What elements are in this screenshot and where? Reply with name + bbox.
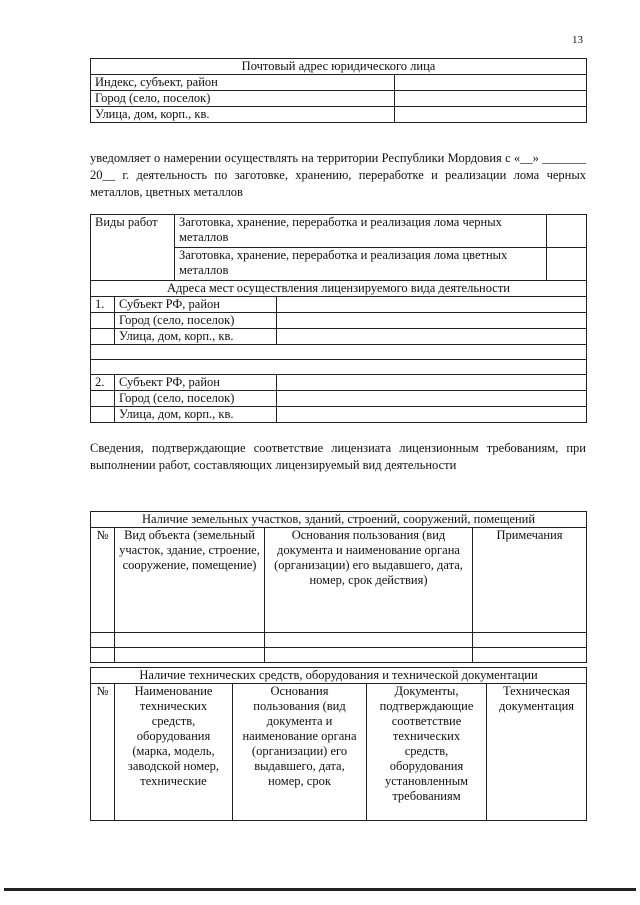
col-use-basis: Основания пользования (вид документа и наименование органа (организации) его выдавшего, дата, номер, срок действия) bbox=[265, 528, 473, 633]
address-value[interactable] bbox=[277, 407, 587, 423]
equipment-header: Наличие технических средств, оборудования и технической документации bbox=[91, 668, 587, 684]
col-equipment-name: Наименование технических средств, оборудования (марка, модель, заводской номер, технические bbox=[115, 684, 233, 821]
postal-address-table bbox=[90, 58, 587, 123]
work-type-item: Заготовка, хранение, переработка и реализация лома цветных металлов bbox=[175, 248, 547, 281]
postal-row-value[interactable] bbox=[395, 91, 587, 107]
address-value[interactable] bbox=[277, 391, 587, 407]
address-spacer-row bbox=[91, 360, 587, 375]
address-label: Город (село, поселок) bbox=[115, 391, 277, 407]
page-number: 13 bbox=[572, 34, 583, 46]
postal-row-label: Город (село, поселок) bbox=[91, 91, 395, 107]
col-compliance-docs: Документы, подтверждающие соответствие технических средств, оборудования установленным требованиям bbox=[367, 684, 487, 821]
address-label: Улица, дом, корп., кв. bbox=[115, 329, 277, 345]
address-value[interactable] bbox=[277, 375, 587, 391]
facility-cell[interactable] bbox=[265, 648, 473, 663]
address-label: Улица, дом, корп., кв. bbox=[115, 407, 277, 423]
facility-cell[interactable] bbox=[91, 648, 115, 663]
facility-cell[interactable] bbox=[473, 648, 587, 663]
col-number: № bbox=[91, 684, 115, 821]
facility-cell[interactable] bbox=[265, 633, 473, 648]
address-number: 1. bbox=[91, 297, 115, 313]
postal-table-header: Почтовый адрес юридического лица bbox=[91, 59, 587, 75]
work-type-check[interactable] bbox=[547, 215, 587, 248]
work-type-item: Заготовка, хранение, переработка и реализация лома черных металлов bbox=[175, 215, 547, 248]
notice-paragraph: уведомляет о намерении осуществлять на территории Республики Мордовия с «__» _______ 20__ г. деятельность по заготовке, хранению, переработке и реализации лома черных металлов, цветных металлов bbox=[90, 151, 586, 199]
address-spacer-row bbox=[91, 345, 587, 360]
address-value[interactable] bbox=[277, 313, 587, 329]
bottom-rule bbox=[4, 888, 636, 891]
facility-cell[interactable] bbox=[473, 633, 587, 648]
col-object-type: Вид объекта (земельный участок, здание, строение, сооружение, помещение) bbox=[115, 528, 265, 633]
facility-cell[interactable] bbox=[115, 633, 265, 648]
facility-cell[interactable] bbox=[115, 648, 265, 663]
col-notes: Примечания bbox=[473, 528, 587, 633]
equipment-table bbox=[90, 667, 587, 821]
address-value[interactable] bbox=[277, 329, 587, 345]
address-number: 2. bbox=[91, 375, 115, 391]
work-type-check[interactable] bbox=[547, 248, 587, 281]
address-label: Субъект РФ, район bbox=[115, 297, 277, 313]
postal-row-value[interactable] bbox=[395, 107, 587, 123]
address-label: Город (село, поселок) bbox=[115, 313, 277, 329]
facilities-table bbox=[90, 511, 587, 663]
address-value[interactable] bbox=[277, 297, 587, 313]
col-use-basis: Основания пользования (вид документа и наименование органа (организации) его выдавшего, дата, номер, срок bbox=[233, 684, 367, 821]
works-label: Виды работ bbox=[91, 215, 175, 281]
addresses-header: Адреса мест осуществления лицензируемого вида деятельности bbox=[91, 281, 587, 297]
postal-row-label: Индекс, субъект, район bbox=[91, 75, 395, 91]
col-number: № bbox=[91, 528, 115, 633]
postal-row-value[interactable] bbox=[395, 75, 587, 91]
compliance-paragraph: Сведения, подтверждающие соответствие лицензиата лицензионным требованиям, при выполнении работ, составляющих лицензируемый вид деятельности bbox=[90, 441, 586, 472]
works-table bbox=[90, 214, 587, 423]
postal-row-label: Улица, дом, корп., кв. bbox=[91, 107, 395, 123]
facilities-header: Наличие земельных участков, зданий, строений, сооружений, помещений bbox=[91, 512, 587, 528]
facility-cell[interactable] bbox=[91, 633, 115, 648]
col-tech-docs: Техническая документация bbox=[487, 684, 587, 821]
address-label: Субъект РФ, район bbox=[115, 375, 277, 391]
